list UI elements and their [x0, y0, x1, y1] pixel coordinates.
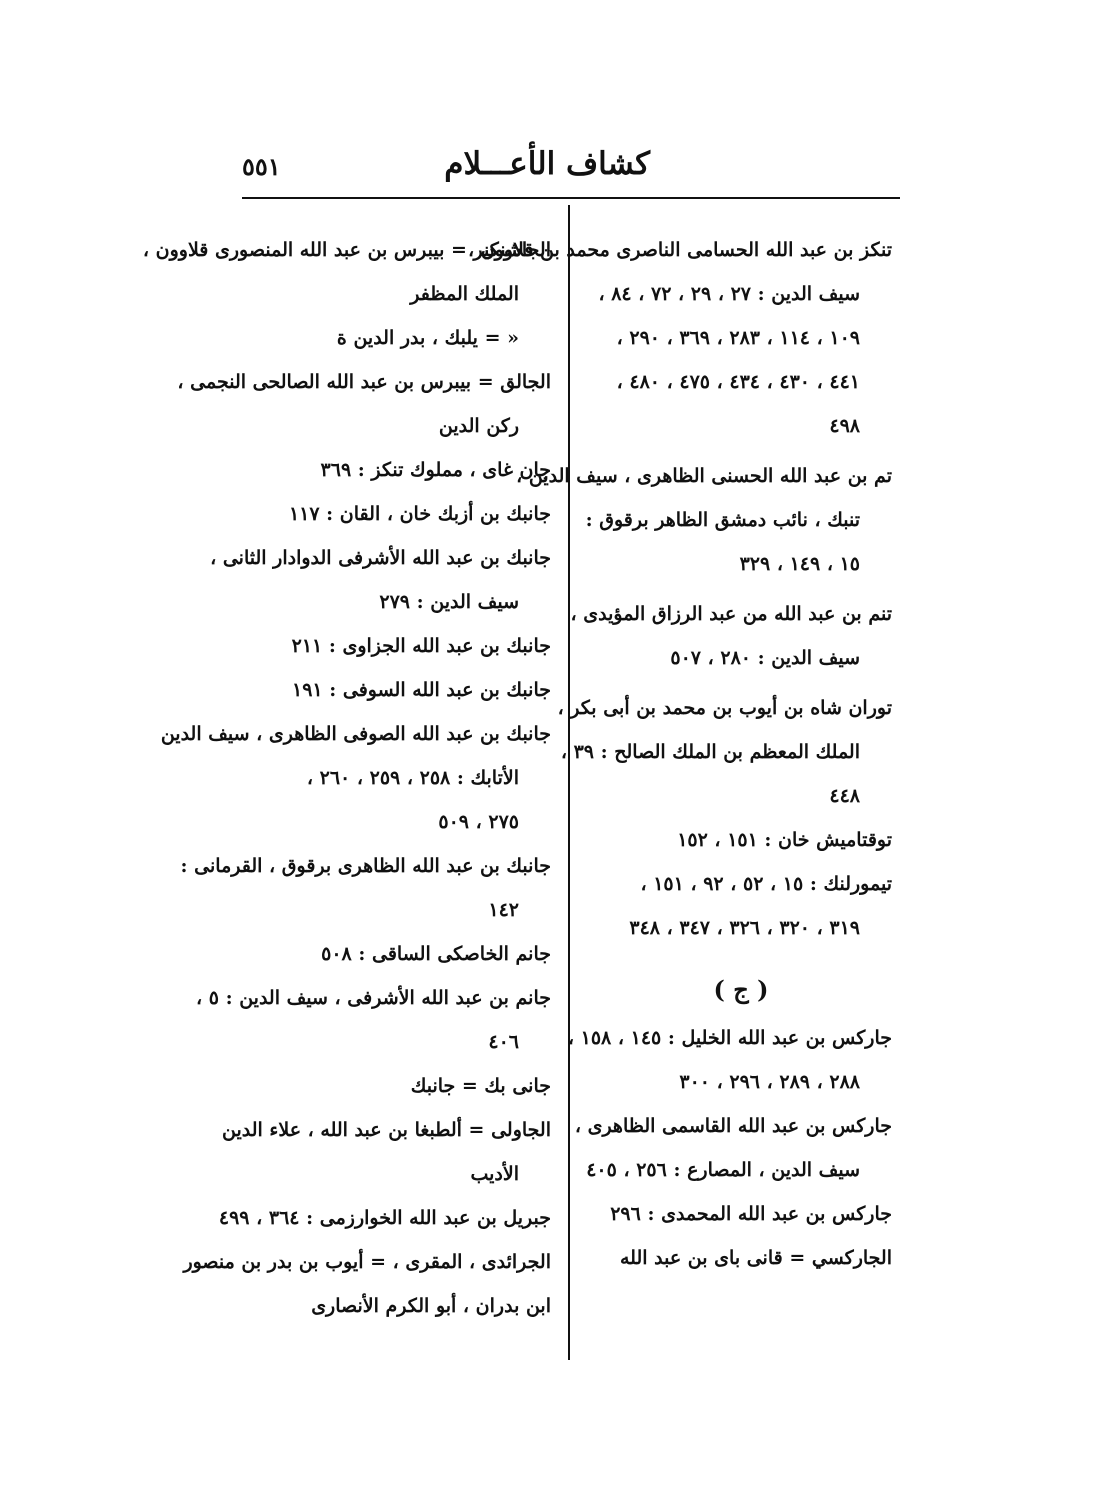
- index-entry: جان غاى ، مملوك تنكز : ٣٦٩: [320, 459, 551, 481]
- index-entry: تيمورلنك : ١٥ ، ٥٢ ، ٩٢ ، ١٥١ ،: [640, 873, 892, 895]
- index-entry-continuation: تنبك ، نائب دمشق الظاهر برقوق :: [585, 509, 860, 531]
- index-entry-continuation: ١٥ ، ١٤٩ ، ٣٢٩: [739, 553, 860, 575]
- index-entry: جانبك بن عبد الله الجزاوى : ٢١١: [291, 635, 551, 657]
- index-entry: الجاركسي = قانى باى بن عبد الله: [619, 1247, 892, 1269]
- page-header: [242, 140, 900, 198]
- index-entry: جانبك بن عبد الله السوفى : ١٩١: [292, 679, 551, 701]
- index-entry-continuation: ٤٤٨: [829, 785, 860, 807]
- index-entry: جانبك بن عبد الله الصوفى الظاهرى ، سيف الدين: [160, 723, 551, 745]
- page-number: ٥٥١: [242, 152, 281, 181]
- section-heading-jim: ( ج ): [713, 975, 769, 1004]
- index-entry: جبريل بن عبد الله الخوارزمى : ٣٦٤ ، ٤٩٩: [218, 1207, 551, 1229]
- index-entry: جاركس بن عبد الله القاسمى الظاهرى ،: [574, 1115, 892, 1137]
- index-entry: الجاولى = ألطبغا بن عبد الله ، علاء الدين: [222, 1119, 551, 1141]
- index-entry-continuation: الملك المظفر: [410, 283, 519, 305]
- index-entry: جانم الخاصكى الساقى : ٥٠٨: [321, 943, 551, 965]
- index-entry-continuation: ٤٤١ ، ٤٣٠ ، ٤٣٤ ، ٤٧٥ ، ٤٨٠ ،: [616, 371, 860, 393]
- index-entry-continuation: ٣١٩ ، ٣٢٠ ، ٣٢٦ ، ٣٤٧ ، ٣٤٨: [629, 917, 860, 939]
- index-entry: تنم بن عبد الله من عبد الرزاق المؤيدى ،: [570, 603, 892, 625]
- index-entry-continuation: الأديب: [470, 1163, 519, 1185]
- index-entry: جانبك بن عبد الله الأشرفى الدوادار الثانى ،: [210, 547, 551, 569]
- index-entry: تنكز بن عبد الله الحسامى الناصرى محمد بن قلاوون ،: [467, 239, 892, 261]
- index-entry-continuation: سيف الدين : ٢٨٠ ، ٥٠٧: [670, 647, 860, 669]
- running-title: كشاف الأعـــلام: [444, 146, 650, 182]
- index-entry: جانبك بن عبد الله الظاهرى برقوق ، القرمانى :: [180, 855, 551, 877]
- index-entry-continuation: ٤٩٨: [829, 415, 860, 437]
- index-entry: توران شاه بن أيوب بن محمد بن أبى بكر ،: [557, 697, 892, 719]
- index-entry: جانم بن عبد الله الأشرفى ، سيف الدين : ٥ ،: [195, 987, 551, 1009]
- index-entry: الجاشنكير = بيبرس بن عبد الله المنصورى قلاوون ،: [142, 239, 551, 261]
- index-entry-continuation: ٢٧٥ ، ٥٠٩: [438, 811, 519, 833]
- index-entry-continuation: ابن بدران ، أبو الكرم الأنصارى: [311, 1295, 551, 1317]
- index-entry: جاركس بن عبد الله الخليل : ١٤٥ ، ١٥٨ ،: [567, 1027, 892, 1049]
- index-entry-continuation: الملك المعظم بن الملك الصالح : ٣٩ ،: [560, 741, 860, 763]
- index-entry: جاركس بن عبد الله المحمدى : ٢٩٦: [610, 1203, 892, 1225]
- left-column: [142, 228, 551, 1328]
- index-entry-cross-reference: « = يلبك ، بدر الدين ة: [336, 327, 519, 349]
- index-entry: جانى بك = جانبك: [410, 1075, 551, 1097]
- index-entry-continuation: ١٠٩ ، ١١٤ ، ٢٨٣ ، ٣٦٩ ، ٢٩٠ ،: [616, 327, 860, 349]
- header-rule: [242, 197, 900, 199]
- index-entry-continuation: سيف الدين : ٢٧٩: [379, 591, 519, 613]
- index-entry-continuation: ١٤٢: [488, 899, 519, 921]
- index-entry: الجرائدى ، المقرى ، = أيوب بن بدر بن منصور: [183, 1251, 551, 1273]
- index-entry-continuation: ٤٠٦: [488, 1031, 519, 1053]
- index-entry-continuation: سيف الدين : ٢٧ ، ٢٩ ، ٧٢ ، ٨٤ ،: [598, 283, 860, 305]
- index-entry: جانبك بن أزبك خان ، القان : ١١٧: [288, 503, 551, 525]
- index-entry: تم بن عبد الله الحسنى الظاهرى ، سيف الدين ،: [516, 465, 892, 487]
- index-entry: توقتاميش خان : ١٥١ ، ١٥٢: [677, 829, 892, 851]
- column-divider: [568, 205, 570, 1360]
- index-entry-continuation: الأتابك : ٢٥٨ ، ٢٥٩ ، ٢٦٠ ،: [306, 767, 519, 789]
- index-entry-continuation: ٢٨٨ ، ٢٨٩ ، ٢٩٦ ، ٣٠٠: [679, 1071, 860, 1093]
- index-entry-continuation: ركن الدين: [438, 415, 519, 437]
- index-entry-continuation: سيف الدين ، المصارع : ٢٥٦ ، ٤٠٥: [586, 1159, 860, 1181]
- index-entry: الجالق = بيبرس بن عبد الله الصالحى النجمى ،: [177, 371, 551, 393]
